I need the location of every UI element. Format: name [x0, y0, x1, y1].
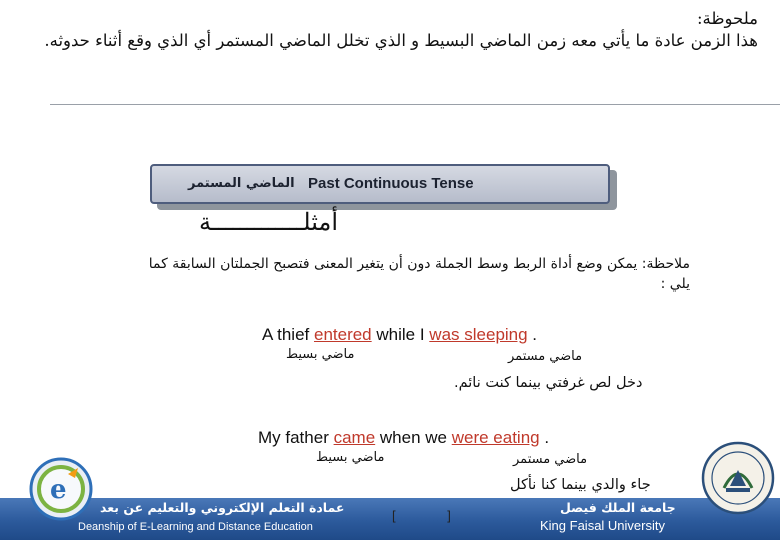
tense-banner	[150, 164, 610, 204]
university-name-arabic: جامعة الملك فيصل	[560, 500, 676, 515]
sentence-text: while I	[371, 325, 430, 344]
past-simple-verb: came	[333, 428, 376, 447]
university-seal-icon	[700, 440, 776, 516]
deanship-name-english: Deanship of E-Learning and Distance Education	[78, 521, 313, 533]
past-continuous-verb: was sleeping	[429, 325, 528, 344]
past-continuous-verb: were eating	[451, 428, 540, 447]
remark-paragraph: ملاحظة: يمكن وضع أداة الربط وسط الجملة دون أن يتغير المعنى فتصبح الجملتان السابقة كما يلي :	[148, 256, 690, 292]
banner-title-arabic: الماضي المستمر	[188, 176, 295, 191]
sentence-text: My father	[258, 428, 334, 447]
examples-heading: أمثلـــــــــــــة	[199, 208, 338, 236]
note-heading: ملحوظة:	[696, 9, 758, 28]
note-body: هذا الزمن عادة ما يأتي معه زمن الماضي البسيط و الذي تخلل الماضي المستمر أي الذي وقع أثناء حدوثه.	[44, 31, 758, 50]
past-simple-verb: entered	[313, 325, 372, 344]
sentence-text: .	[539, 428, 550, 447]
deanship-name-arabic: عمادة التعلم الإلكتروني والتعليم عن بعد	[100, 500, 345, 515]
divider	[50, 104, 780, 105]
sentence-text: A thief	[262, 325, 314, 344]
label-past-simple: ماضي بسيط	[286, 347, 355, 362]
sentence-text: .	[527, 325, 538, 344]
svg-text:e: e	[50, 475, 67, 505]
university-name-english: King Faisal University	[540, 518, 665, 533]
label-past-simple: ماضي بسيط	[316, 450, 385, 465]
example-sentence-1	[262, 325, 537, 345]
translation-2: جاء والدي بينما كنا نأكل	[510, 477, 651, 493]
note-paragraph	[18, 8, 758, 52]
translation-1: دخل لص غرفتي بينما كنت نائم.	[454, 375, 643, 391]
label-past-continuous: ماضي مستمر	[508, 349, 583, 364]
sentence-text: when we	[375, 428, 452, 447]
example-sentence-2	[258, 428, 549, 448]
page-number-placeholder: [ ]	[392, 508, 475, 523]
banner-title-english: Past Continuous Tense	[308, 175, 474, 192]
label-past-continuous: ماضي مستمر	[513, 452, 588, 467]
elearning-logo-icon	[28, 456, 94, 522]
